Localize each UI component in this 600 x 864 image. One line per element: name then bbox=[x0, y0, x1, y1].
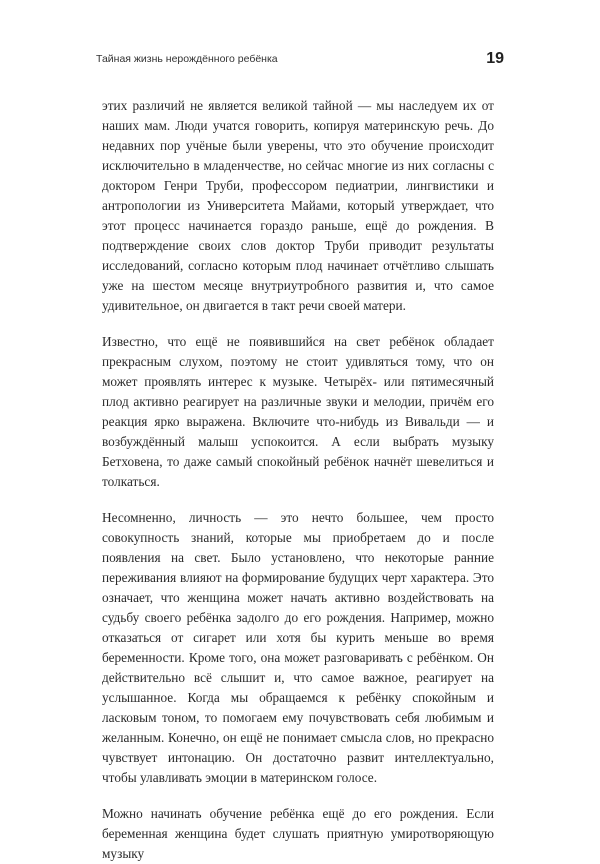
paragraph: Известно, что ещё не появившийся на свет ребёнок обладает прекрасным слухом, поэтому не стоит удивляться тому, что он может проявлять интерес к музыке. Четырёх- или пятимесячный плод активно реагирует на различные звуки и мелодии, причём его реакция ярко выражена. Включите что-нибудь из Вивальди — и возбуждённый малыш успокоится. А если выбрать музыку Бетховена, то даже самый спокойный ребёнок начнёт шевелиться и толкаться. bbox=[102, 334, 494, 489]
paragraph: Несомненно, личность — это нечто большее, чем просто совокупность знаний, которые мы приобретаем до и после появления на свет. Было установлено, что некоторые ранние переживания влияют на формирование будущих черт характера. Это означает, что женщина может начать активно воздействовать на судьбу своего ребёнка задолго до его рождения. Например, можно отказаться от сигарет или хотя бы курить меньше во время беременности. Кроме того, она может разговаривать с ребёнком. Он действительно всё слышит и, что самое важное, реагирует на услышанное. Когда мы обращаемся к ребёнку спокойным и ласковым тоном, то помогаем ему почувствовать себя любимым и желанным. Конечно, он ещё не понимает смысла слов, но прекрасно чувствует интонацию. Он достаточно развит интеллектуально, чтобы улавливать эмоции в материнском голосе. bbox=[102, 510, 494, 785]
running-header bbox=[96, 50, 504, 70]
running-title: Тайная жизнь нерождённого ребёнка bbox=[96, 53, 278, 65]
body-text bbox=[102, 96, 494, 864]
page-number: 19 bbox=[486, 50, 504, 67]
paragraph: Можно начинать обучение ребёнка ещё до его рождения. Если беременная женщина будет слушать приятную умиротворяющую музыку bbox=[102, 806, 494, 861]
paragraph: этих различий не является великой тайной — мы наследуем их от наших мам. Люди учатся говорить, копируя материнскую речь. До недавних пор учёные были уверены, что это обучение происходит исключительно в младенчестве, но сейчас многие из них согласны с доктором Генри Труби, профессором педиатрии, лингвистики и антропологии из Университета Майами, который утверждает, что этот процесс начинается гораздо раньше, ещё до рождения. В подтверждение своих слов доктор Труби приводит результаты исследований, согласно которым плод начинает отчётливо слышать уже на шестом месяце внутриутробного развития и, что самое удивительное, он двигается в такт речи своей матери. bbox=[102, 98, 494, 313]
